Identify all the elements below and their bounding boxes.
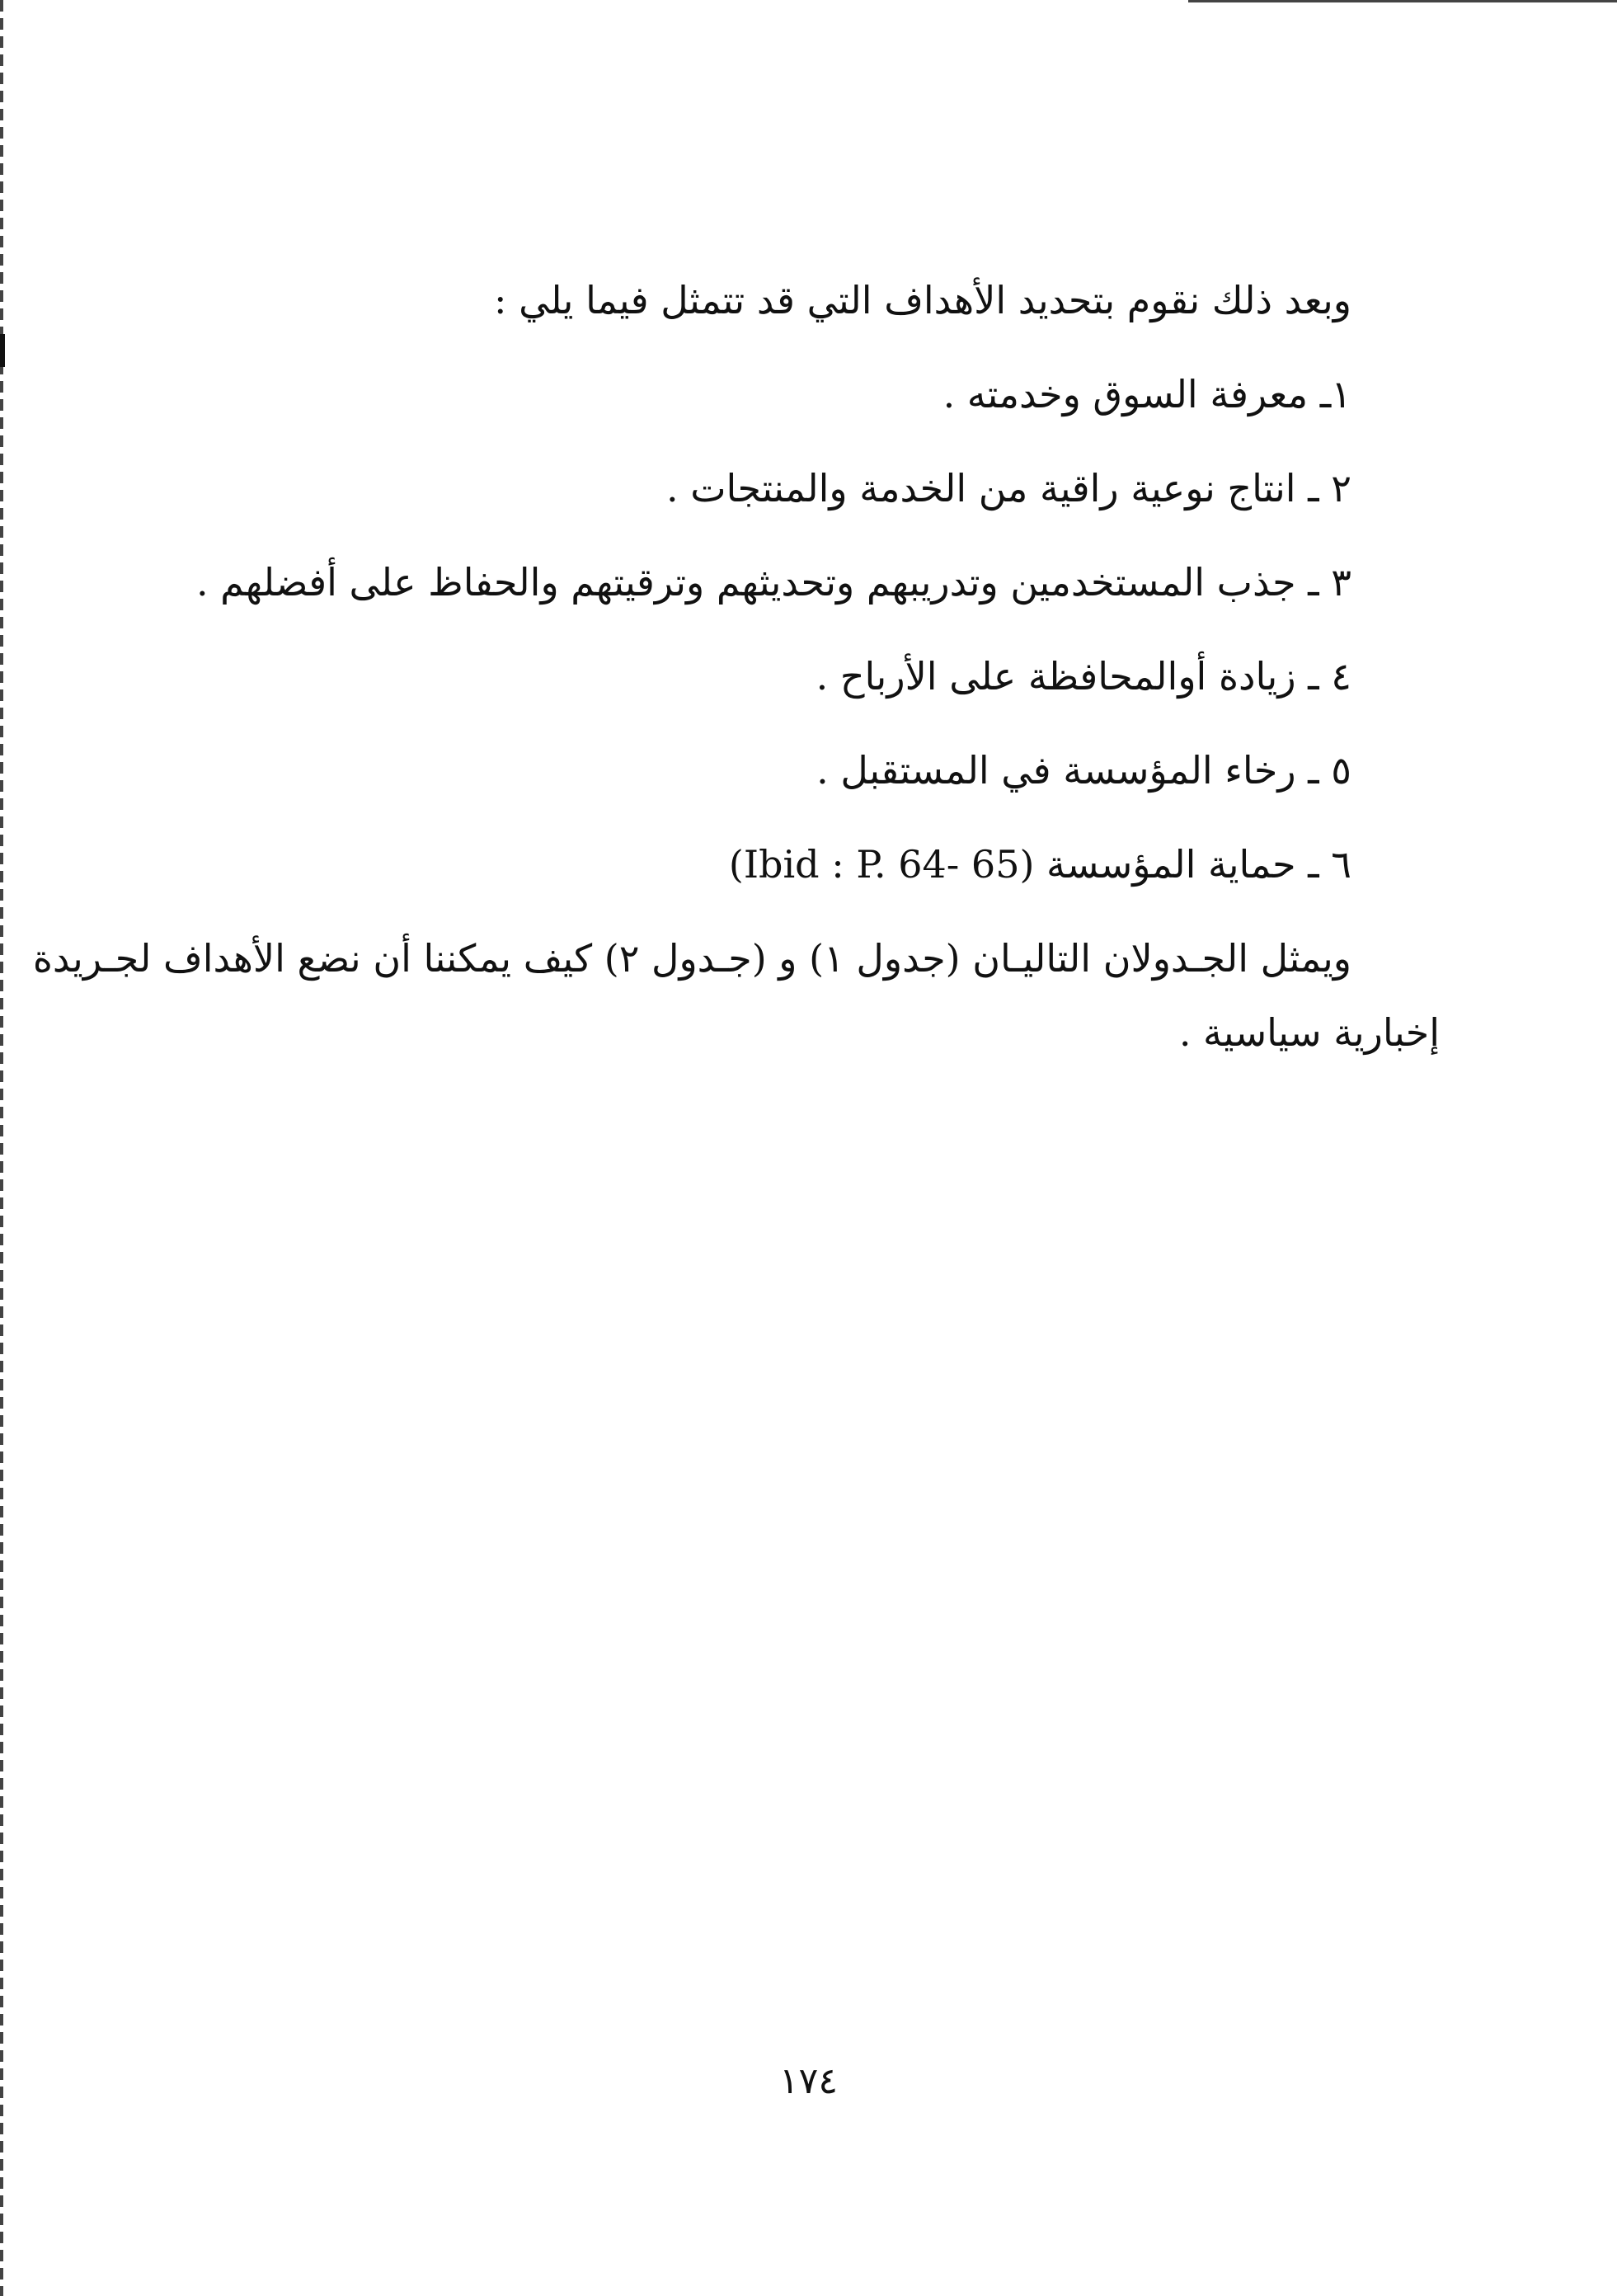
list-item-4: ٤ ـ زيادة أوالمحافظة على الأرباح . <box>816 654 1351 699</box>
paragraph-line-2: إخبارية سياسية . <box>1178 1010 1440 1055</box>
list-item-6-citation: (Ibid : P. 64- 65) <box>728 842 1035 887</box>
list-item-3: ٣ ـ جذب المستخدمين وتدريبهم وتحديثهم وترقيتهم والحفاظ على أفضلهم . <box>195 560 1351 605</box>
list-item-6-text: ٦ ـ حماية المؤسسة <box>1046 842 1351 887</box>
scan-top-rule <box>1188 0 1617 2</box>
list-item-1: ١ـ معرفة السوق وخدمته . <box>942 372 1351 416</box>
scan-edge-mark <box>0 334 5 367</box>
list-item-6 <box>729 840 1351 889</box>
paragraph-line-1: ويمثل الجـدولان التاليـان (جدول ١) و (جـدول ٢) كيف يمكننا أن نضع الأهداف لجـريدة <box>32 936 1351 981</box>
page-number: ١٧٤ <box>779 2060 838 2102</box>
list-item-5: ٥ ـ رخاء المؤسسة في المستقبل . <box>816 748 1351 793</box>
intro-line: وبعد ذلك نقوم بتحديد الأهداف التي قد تتمثل فيما يلي : <box>493 278 1351 322</box>
list-item-2: ٢ ـ انتاج نوعية راقية من الخدمة والمنتجات . <box>665 466 1351 510</box>
